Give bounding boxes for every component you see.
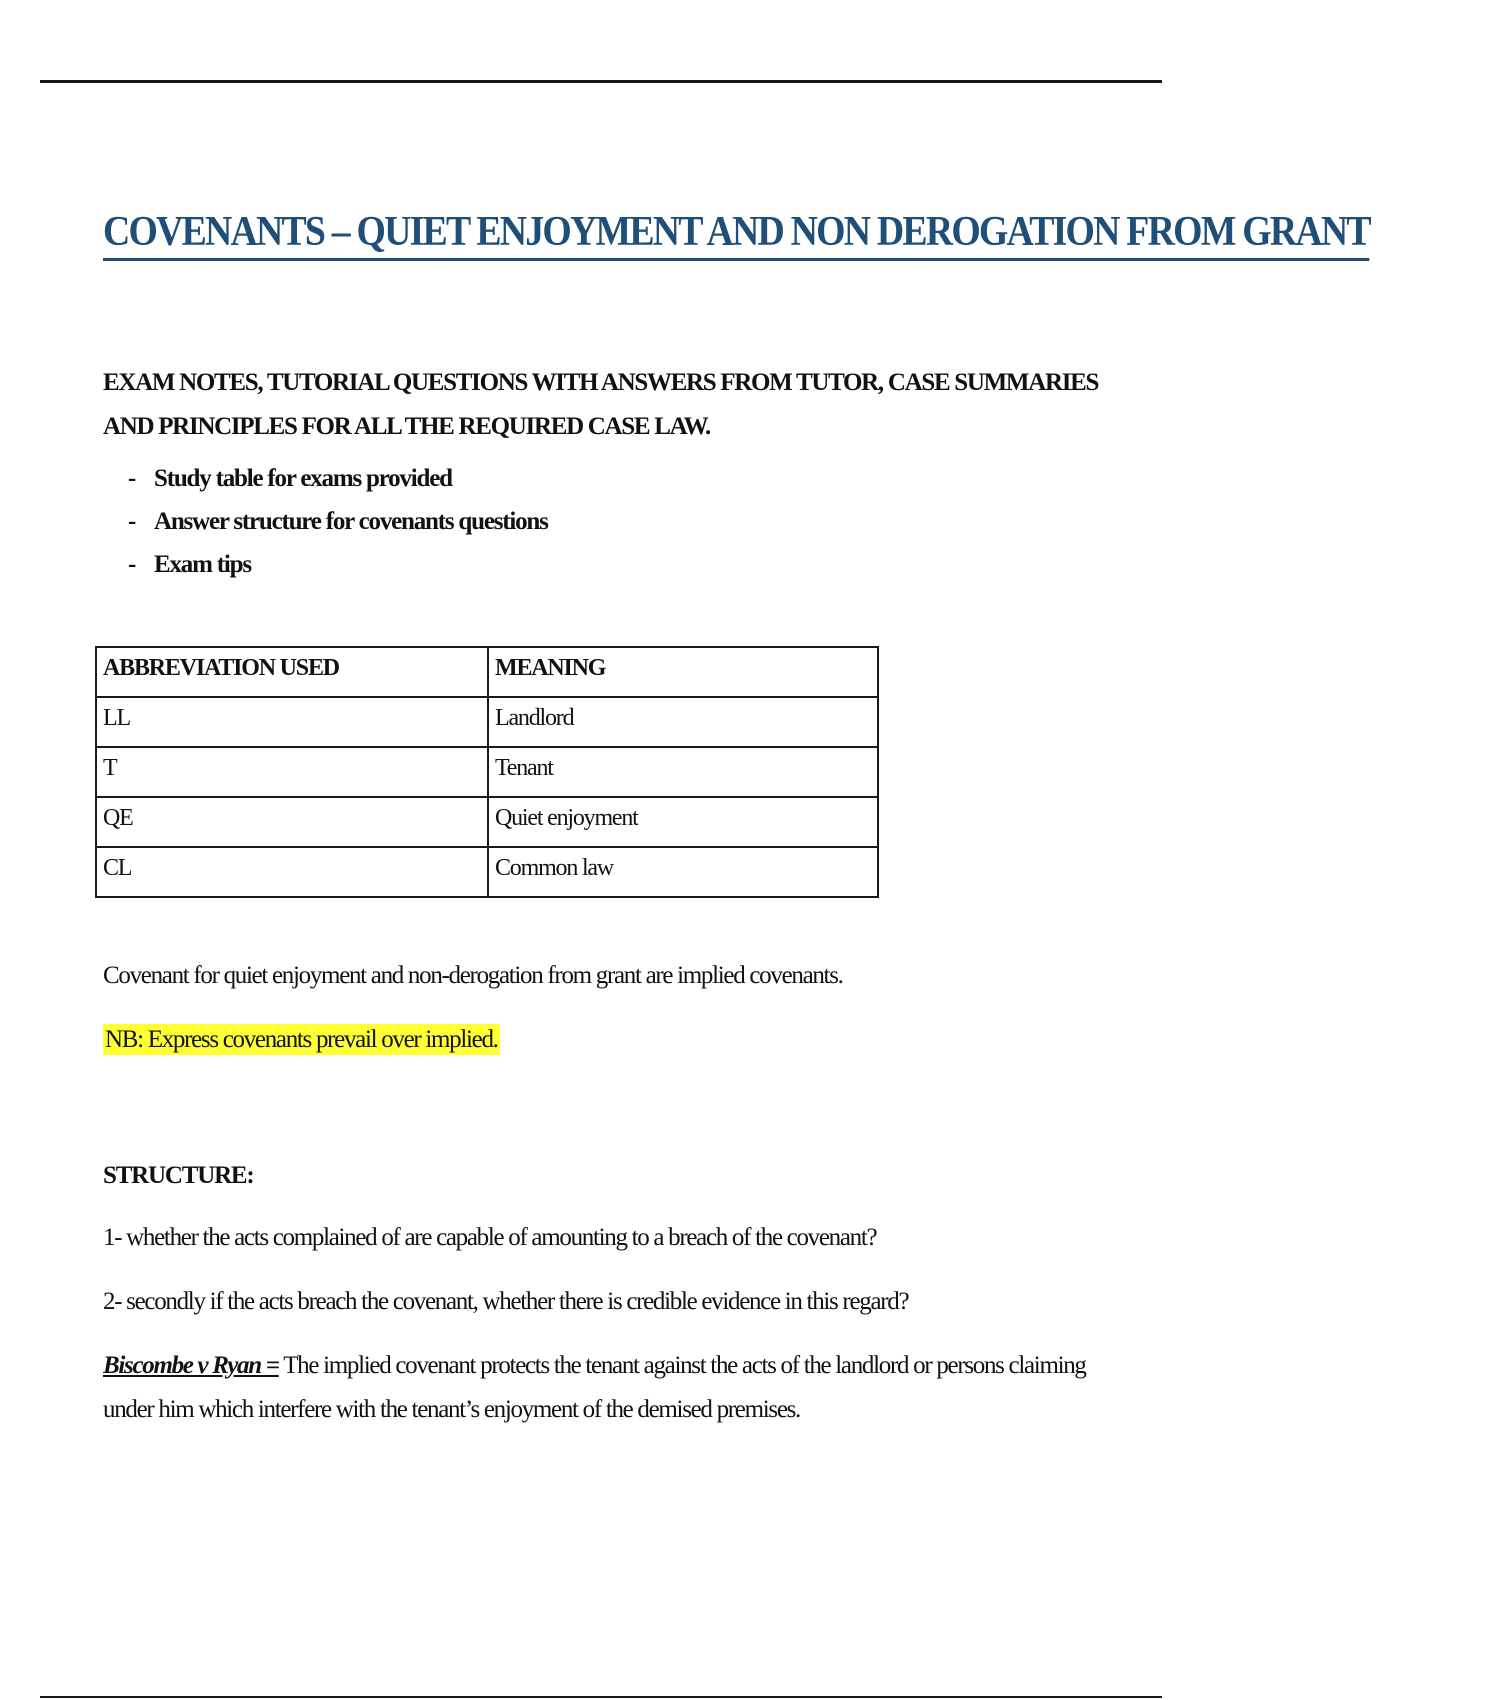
bullet-dash-icon: - [128,508,136,535]
abbreviation-table [95,646,879,898]
table-row [96,797,878,847]
table-cell-meaning: Tenant [488,747,878,797]
contents-list [103,457,1103,586]
table-cell-abbreviation: LL [96,697,488,747]
bullet-dash-icon: - [128,465,136,492]
list-item [128,543,1103,586]
table-cell-meaning: Quiet enjoyment [488,797,878,847]
case-name: Biscombe v Ryan = [103,1352,279,1379]
table-row [96,697,878,747]
structure-question-1: 1- whether the acts complained of are capable of amounting to a breach of the covenant? [103,1224,877,1251]
table-row [96,747,878,797]
table-header-abbreviation: ABBREVIATION USED [96,647,488,697]
table-cell-abbreviation: QE [96,797,488,847]
table-cell-abbreviation: CL [96,847,488,897]
table-header-meaning: MEANING [488,647,878,697]
list-item-label: Study table for exams provided [154,465,452,492]
table-cell-meaning: Common law [488,847,878,897]
table-header-row [96,647,878,697]
footer-rule [40,1696,1162,1698]
document-body [103,208,1370,1432]
case-paragraph [103,1344,1113,1432]
structure-question-2: 2- secondly if the acts breach the covenant, whether there is credible evidence in this regard? [103,1288,909,1315]
nb-highlight: NB: Express covenants prevail over implied. [105,1026,498,1053]
document-title: COVENANTS – QUIET ENJOYMENT AND NON DEROGATION FROM GRANT [103,208,1370,261]
header-rule [40,80,1162,83]
list-item [128,457,1103,500]
covenant-paragraph: Covenant for quiet enjoyment and non-derogation from grant are implied covenants. [103,962,843,989]
table-cell-abbreviation: T [96,747,488,797]
table-row [96,847,878,897]
table-cell-meaning: Landlord [488,697,878,747]
nb-paragraph [103,1018,1103,1062]
case-text: The implied covenant protects the tenant against the acts of the landlord or persons claiming under him which interfere with the tenant’s enjoyment of the demised premises. [103,1352,1086,1423]
list-item-label: Answer structure for covenants questions [154,508,548,535]
bullet-dash-icon: - [128,551,136,578]
list-item-label: Exam tips [154,551,251,578]
list-item [128,500,1103,543]
document-subtitle: EXAM NOTES, TUTORIAL QUESTIONS WITH ANSWERS FROM TUTOR, CASE SUMMARIES AND PRINCIPLES FOR ALL THE REQUIRED CASE LAW. [103,369,1099,440]
structure-heading: STRUCTURE: [103,1162,254,1189]
